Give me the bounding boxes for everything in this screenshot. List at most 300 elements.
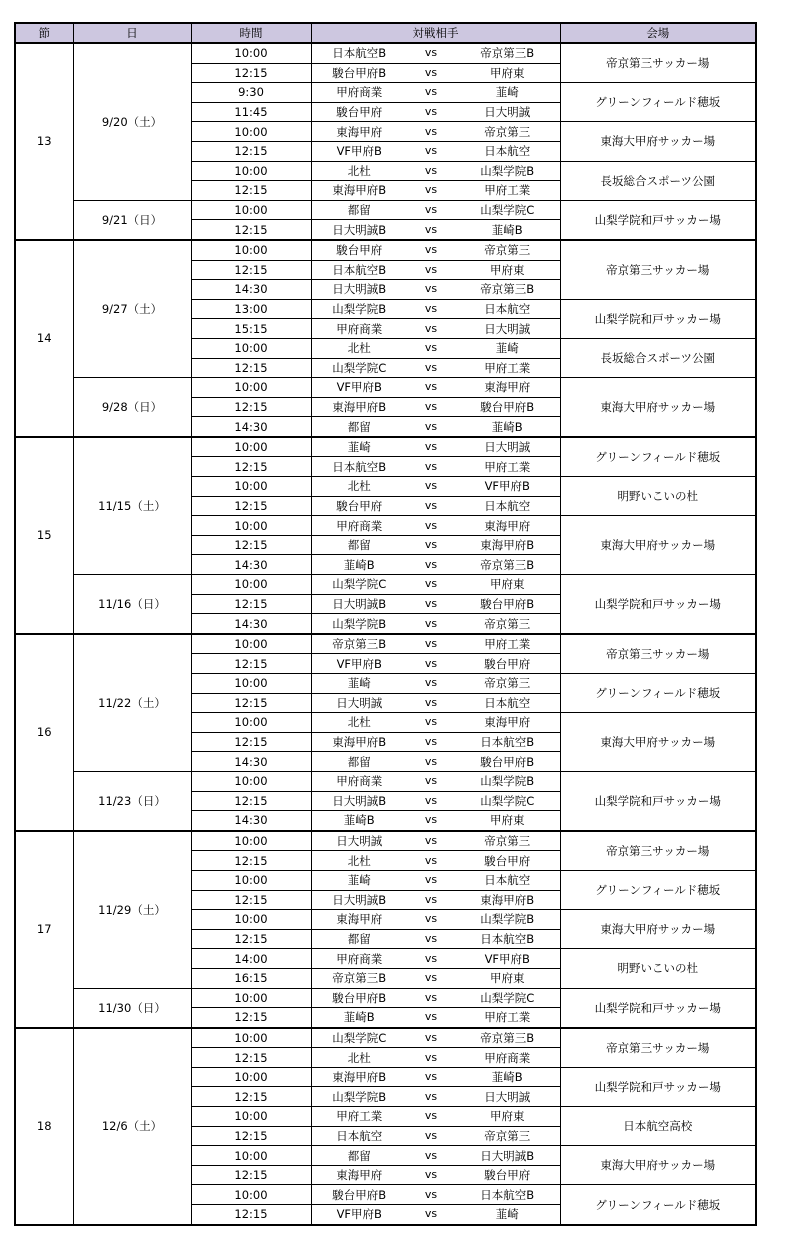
team-away: VF甲府B <box>455 949 560 969</box>
match-date: 11/22（土） <box>73 634 191 772</box>
kickoff-time: 10:00 <box>191 1107 311 1127</box>
venue-name: 東海大甲府サッカー場 <box>560 910 756 949</box>
team-away: 帝京第三B <box>455 280 560 300</box>
team-home: VF甲府B <box>311 141 407 161</box>
team-home: 都留 <box>311 417 407 437</box>
vs-label: vs <box>407 280 455 300</box>
kickoff-time: 10:00 <box>191 988 311 1008</box>
venue-name: グリーンフィールド穂坂 <box>560 674 756 713</box>
round-number: 15 <box>15 437 73 634</box>
team-away: 日大明誠 <box>455 102 560 122</box>
team-home: 韮崎B <box>311 555 407 575</box>
match-date: 11/30（日） <box>73 988 191 1028</box>
schedule-wrapper <box>14 22 757 1226</box>
kickoff-time: 10:00 <box>191 1028 311 1048</box>
kickoff-time: 12:15 <box>191 693 311 713</box>
vs-label: vs <box>407 771 455 791</box>
team-away: 甲府東 <box>455 1107 560 1127</box>
team-home: 北杜 <box>311 851 407 871</box>
kickoff-time: 12:15 <box>191 1126 311 1146</box>
kickoff-time: 10:00 <box>191 378 311 398</box>
vs-label: vs <box>407 457 455 477</box>
kickoff-time: 12:15 <box>191 63 311 83</box>
venue-name: 明野いこいの杜 <box>560 949 756 988</box>
team-home: 東海甲府 <box>311 122 407 142</box>
team-away: 帝京第三B <box>455 43 560 63</box>
kickoff-time: 10:00 <box>191 477 311 497</box>
kickoff-time: 12:15 <box>191 1205 311 1225</box>
team-home: 日本航空B <box>311 43 407 63</box>
vs-label: vs <box>407 378 455 398</box>
kickoff-time: 14:30 <box>191 555 311 575</box>
venue-name: 東海大甲府サッカー場 <box>560 1146 756 1185</box>
kickoff-time: 15:15 <box>191 319 311 339</box>
team-away: 韮崎 <box>455 338 560 358</box>
match-date: 9/28（日） <box>73 378 191 437</box>
team-home: 日大明誠B <box>311 280 407 300</box>
vs-label: vs <box>407 811 455 831</box>
round-number: 17 <box>15 831 73 1028</box>
kickoff-time: 12:15 <box>191 260 311 280</box>
venue-name: 帝京第三サッカー場 <box>560 634 756 674</box>
header-time: 時間 <box>191 23 311 43</box>
team-away: 韮崎B <box>455 417 560 437</box>
round-number: 18 <box>15 1028 73 1225</box>
header-date: 日 <box>73 23 191 43</box>
team-away: 甲府工業 <box>455 358 560 378</box>
vs-label: vs <box>407 634 455 654</box>
venue-name: グリーンフィールド穂坂 <box>560 870 756 909</box>
team-home: VF甲府B <box>311 654 407 674</box>
header-setsu: 節 <box>15 23 73 43</box>
team-away: 山梨学院B <box>455 771 560 791</box>
kickoff-time: 10:00 <box>191 674 311 694</box>
kickoff-time: 10:00 <box>191 516 311 536</box>
vs-label: vs <box>407 1028 455 1048</box>
kickoff-time: 12:15 <box>191 654 311 674</box>
team-home: 山梨学院B <box>311 299 407 319</box>
team-home: 日大明誠B <box>311 220 407 240</box>
team-home: 駿台甲府B <box>311 63 407 83</box>
kickoff-time: 10:00 <box>191 437 311 457</box>
team-away: 韮崎 <box>455 1205 560 1225</box>
vs-label: vs <box>407 713 455 733</box>
kickoff-time: 13:00 <box>191 299 311 319</box>
team-away: 韮崎B <box>455 1067 560 1087</box>
kickoff-time: 12:15 <box>191 535 311 555</box>
kickoff-time: 12:15 <box>191 732 311 752</box>
kickoff-time: 10:00 <box>191 43 311 63</box>
team-home: 日大明誠 <box>311 831 407 851</box>
vs-label: vs <box>407 200 455 220</box>
venue-name: 帝京第三サッカー場 <box>560 1028 756 1068</box>
team-away: 帝京第三 <box>455 240 560 260</box>
vs-label: vs <box>407 1008 455 1028</box>
kickoff-time: 12:15 <box>191 220 311 240</box>
venue-name: 山梨学院和戸サッカー場 <box>560 771 756 830</box>
vs-label: vs <box>407 752 455 772</box>
vs-label: vs <box>407 575 455 595</box>
kickoff-time: 12:15 <box>191 141 311 161</box>
team-home: 北杜 <box>311 713 407 733</box>
team-home: 東海甲府B <box>311 397 407 417</box>
vs-label: vs <box>407 1185 455 1205</box>
team-home: 北杜 <box>311 338 407 358</box>
team-home: 帝京第三B <box>311 634 407 654</box>
match-row <box>15 437 756 457</box>
venue-name: 山梨学院和戸サッカー場 <box>560 575 756 634</box>
match-row <box>15 378 756 398</box>
team-home: 日本航空B <box>311 457 407 477</box>
team-away: 東海甲府 <box>455 516 560 536</box>
kickoff-time: 10:00 <box>191 771 311 791</box>
team-away: 駿台甲府 <box>455 851 560 871</box>
team-home: VF甲府B <box>311 378 407 398</box>
venue-name: 帝京第三サッカー場 <box>560 240 756 299</box>
match-row <box>15 575 756 595</box>
team-away: 帝京第三 <box>455 614 560 634</box>
team-away: 甲府東 <box>455 575 560 595</box>
vs-label: vs <box>407 496 455 516</box>
vs-label: vs <box>407 1067 455 1087</box>
vs-label: vs <box>407 890 455 910</box>
kickoff-time: 10:00 <box>191 161 311 181</box>
team-away: 日本航空B <box>455 929 560 949</box>
round-number: 16 <box>15 634 73 831</box>
kickoff-time: 10:00 <box>191 870 311 890</box>
match-date: 11/16（日） <box>73 575 191 634</box>
team-away: 日本航空 <box>455 496 560 516</box>
venue-name: 日本航空高校 <box>560 1107 756 1146</box>
team-away: 帝京第三 <box>455 1126 560 1146</box>
team-home: 甲府商業 <box>311 771 407 791</box>
team-away: 東海甲府B <box>455 890 560 910</box>
kickoff-time: 14:00 <box>191 949 311 969</box>
team-home: 東海甲府 <box>311 1165 407 1185</box>
team-home: 駿台甲府 <box>311 240 407 260</box>
kickoff-time: 12:15 <box>191 496 311 516</box>
vs-label: vs <box>407 614 455 634</box>
kickoff-time: 10:00 <box>191 122 311 142</box>
team-away: 山梨学院C <box>455 200 560 220</box>
vs-label: vs <box>407 1048 455 1068</box>
venue-name: 帝京第三サッカー場 <box>560 43 756 83</box>
kickoff-time: 12:15 <box>191 890 311 910</box>
team-home: 甲府商業 <box>311 83 407 103</box>
kickoff-time: 14:30 <box>191 752 311 772</box>
team-away: 東海甲府 <box>455 378 560 398</box>
team-away: 甲府工業 <box>455 457 560 477</box>
team-home: 韮崎 <box>311 870 407 890</box>
match-row <box>15 43 756 63</box>
kickoff-time: 10:00 <box>191 1067 311 1087</box>
team-away: 駿台甲府 <box>455 1165 560 1185</box>
team-home: VF甲府B <box>311 1205 407 1225</box>
match-date: 9/20（土） <box>73 43 191 200</box>
team-home: 都留 <box>311 752 407 772</box>
team-away: 日本航空B <box>455 1185 560 1205</box>
team-home: 韮崎B <box>311 811 407 831</box>
vs-label: vs <box>407 791 455 811</box>
team-home: 都留 <box>311 535 407 555</box>
team-home: 北杜 <box>311 1048 407 1068</box>
vs-label: vs <box>407 732 455 752</box>
match-row <box>15 988 756 1008</box>
venue-name: グリーンフィールド穂坂 <box>560 83 756 122</box>
match-date: 9/27（土） <box>73 240 191 378</box>
team-away: 日本航空 <box>455 693 560 713</box>
vs-label: vs <box>407 949 455 969</box>
team-away: 日大明誠 <box>455 319 560 339</box>
kickoff-time: 12:15 <box>191 181 311 201</box>
vs-label: vs <box>407 555 455 575</box>
team-home: 駿台甲府B <box>311 1185 407 1205</box>
match-row <box>15 634 756 654</box>
team-home: 駿台甲府 <box>311 102 407 122</box>
team-away: 山梨学院C <box>455 988 560 1008</box>
venue-name: 長坂総合スポーツ公園 <box>560 161 756 200</box>
team-away: 山梨学院B <box>455 161 560 181</box>
team-away: 帝京第三 <box>455 831 560 851</box>
team-away: 東海甲府B <box>455 535 560 555</box>
team-home: 日大明誠B <box>311 890 407 910</box>
team-away: 帝京第三 <box>455 674 560 694</box>
schedule-body <box>15 43 756 1225</box>
kickoff-time: 12:15 <box>191 1165 311 1185</box>
vs-label: vs <box>407 181 455 201</box>
team-away: 東海甲府 <box>455 713 560 733</box>
team-away: 甲府工業 <box>455 634 560 654</box>
team-away: 日大明誠B <box>455 1146 560 1166</box>
team-home: 山梨学院C <box>311 575 407 595</box>
vs-label: vs <box>407 437 455 457</box>
vs-label: vs <box>407 397 455 417</box>
kickoff-time: 16:15 <box>191 968 311 988</box>
vs-label: vs <box>407 516 455 536</box>
kickoff-time: 10:00 <box>191 338 311 358</box>
vs-label: vs <box>407 477 455 497</box>
team-home: 都留 <box>311 929 407 949</box>
team-home: 都留 <box>311 1146 407 1166</box>
team-home: 駿台甲府 <box>311 496 407 516</box>
kickoff-time: 12:15 <box>191 594 311 614</box>
header-row <box>15 23 756 43</box>
team-away: 甲府工業 <box>455 181 560 201</box>
vs-label: vs <box>407 1107 455 1127</box>
team-home: 日大明誠B <box>311 594 407 614</box>
venue-name: 山梨学院和戸サッカー場 <box>560 988 756 1028</box>
venue-name: 東海大甲府サッカー場 <box>560 378 756 437</box>
vs-label: vs <box>407 260 455 280</box>
team-home: 山梨学院B <box>311 614 407 634</box>
vs-label: vs <box>407 141 455 161</box>
team-home: 東海甲府B <box>311 181 407 201</box>
team-home: 甲府商業 <box>311 949 407 969</box>
team-home: 日大明誠B <box>311 791 407 811</box>
vs-label: vs <box>407 161 455 181</box>
team-away: 甲府商業 <box>455 1048 560 1068</box>
round-number: 13 <box>15 43 73 240</box>
vs-label: vs <box>407 988 455 1008</box>
vs-label: vs <box>407 122 455 142</box>
vs-label: vs <box>407 535 455 555</box>
team-away: VF甲府B <box>455 477 560 497</box>
team-away: 日大明誠 <box>455 1087 560 1107</box>
kickoff-time: 14:30 <box>191 614 311 634</box>
vs-label: vs <box>407 870 455 890</box>
team-away: 韮崎B <box>455 220 560 240</box>
kickoff-time: 12:15 <box>191 791 311 811</box>
venue-name: グリーンフィールド穂坂 <box>560 1185 756 1225</box>
match-date: 11/29（土） <box>73 831 191 988</box>
team-away: 帝京第三B <box>455 1028 560 1048</box>
team-away: 日本航空 <box>455 870 560 890</box>
vs-label: vs <box>407 1146 455 1166</box>
team-home: 山梨学院B <box>311 1087 407 1107</box>
team-home: 都留 <box>311 200 407 220</box>
kickoff-time: 10:00 <box>191 1146 311 1166</box>
team-away: 日本航空 <box>455 141 560 161</box>
header-venue: 会場 <box>560 23 756 43</box>
match-date: 11/23（日） <box>73 771 191 830</box>
round-number: 14 <box>15 240 73 437</box>
venue-name: グリーンフィールド穂坂 <box>560 437 756 477</box>
vs-label: vs <box>407 1165 455 1185</box>
vs-label: vs <box>407 674 455 694</box>
venue-name: 明野いこいの杜 <box>560 477 756 516</box>
kickoff-time: 9:30 <box>191 83 311 103</box>
vs-label: vs <box>407 851 455 871</box>
kickoff-time: 10:00 <box>191 240 311 260</box>
team-away: 日本航空B <box>455 732 560 752</box>
kickoff-time: 11:45 <box>191 102 311 122</box>
team-home: 東海甲府B <box>311 1067 407 1087</box>
team-home: 山梨学院C <box>311 358 407 378</box>
vs-label: vs <box>407 1126 455 1146</box>
kickoff-time: 12:15 <box>191 1048 311 1068</box>
vs-label: vs <box>407 299 455 319</box>
venue-name: 東海大甲府サッカー場 <box>560 516 756 575</box>
venue-name: 東海大甲府サッカー場 <box>560 122 756 161</box>
team-away: 駿台甲府B <box>455 397 560 417</box>
team-home: 山梨学院C <box>311 1028 407 1048</box>
kickoff-time: 10:00 <box>191 1185 311 1205</box>
vs-label: vs <box>407 43 455 63</box>
vs-label: vs <box>407 240 455 260</box>
match-row <box>15 771 756 791</box>
vs-label: vs <box>407 319 455 339</box>
vs-label: vs <box>407 594 455 614</box>
vs-label: vs <box>407 1205 455 1225</box>
team-away: 山梨学院B <box>455 910 560 930</box>
team-away: 甲府東 <box>455 811 560 831</box>
kickoff-time: 10:00 <box>191 575 311 595</box>
header-opponents: 対戦相手 <box>311 23 560 43</box>
team-home: 北杜 <box>311 477 407 497</box>
team-home: 日本航空B <box>311 260 407 280</box>
match-row <box>15 831 756 851</box>
team-away: 駿台甲府B <box>455 594 560 614</box>
team-away: 駿台甲府 <box>455 654 560 674</box>
vs-label: vs <box>407 654 455 674</box>
match-date: 12/6（土） <box>73 1028 191 1225</box>
team-home: 日本航空 <box>311 1126 407 1146</box>
team-away: 甲府東 <box>455 260 560 280</box>
team-away: 帝京第三 <box>455 122 560 142</box>
venue-name: 山梨学院和戸サッカー場 <box>560 200 756 240</box>
kickoff-time: 10:00 <box>191 831 311 851</box>
kickoff-time: 10:00 <box>191 910 311 930</box>
match-row <box>15 240 756 260</box>
vs-label: vs <box>407 338 455 358</box>
team-home: 韮崎 <box>311 437 407 457</box>
kickoff-time: 12:15 <box>191 397 311 417</box>
kickoff-time: 14:30 <box>191 280 311 300</box>
kickoff-time: 12:15 <box>191 851 311 871</box>
vs-label: vs <box>407 693 455 713</box>
team-home: 日大明誠 <box>311 693 407 713</box>
kickoff-time: 12:15 <box>191 457 311 477</box>
team-home: 駿台甲府B <box>311 988 407 1008</box>
team-away: 山梨学院C <box>455 791 560 811</box>
team-home: 甲府工業 <box>311 1107 407 1127</box>
kickoff-time: 10:00 <box>191 634 311 654</box>
team-home: 北杜 <box>311 161 407 181</box>
team-home: 甲府商業 <box>311 319 407 339</box>
kickoff-time: 12:15 <box>191 358 311 378</box>
venue-name: 山梨学院和戸サッカー場 <box>560 299 756 338</box>
match-schedule-table <box>14 22 757 1226</box>
venue-name: 東海大甲府サッカー場 <box>560 713 756 772</box>
match-date: 11/15（土） <box>73 437 191 575</box>
match-date: 9/21（日） <box>73 200 191 240</box>
team-away: 日大明誠 <box>455 437 560 457</box>
vs-label: vs <box>407 1087 455 1107</box>
team-away: 甲府工業 <box>455 1008 560 1028</box>
vs-label: vs <box>407 929 455 949</box>
vs-label: vs <box>407 910 455 930</box>
team-home: 帝京第三B <box>311 968 407 988</box>
team-away: 日本航空 <box>455 299 560 319</box>
kickoff-time: 12:15 <box>191 929 311 949</box>
team-away: 駿台甲府B <box>455 752 560 772</box>
venue-name: 山梨学院和戸サッカー場 <box>560 1067 756 1106</box>
kickoff-time: 14:30 <box>191 811 311 831</box>
kickoff-time: 10:00 <box>191 200 311 220</box>
match-row <box>15 200 756 220</box>
team-home: 韮崎 <box>311 674 407 694</box>
vs-label: vs <box>407 102 455 122</box>
venue-name: 長坂総合スポーツ公園 <box>560 338 756 377</box>
vs-label: vs <box>407 831 455 851</box>
venue-name: 帝京第三サッカー場 <box>560 831 756 871</box>
vs-label: vs <box>407 358 455 378</box>
team-home: 東海甲府B <box>311 732 407 752</box>
vs-label: vs <box>407 220 455 240</box>
kickoff-time: 12:15 <box>191 1008 311 1028</box>
kickoff-time: 14:30 <box>191 417 311 437</box>
kickoff-time: 12:15 <box>191 1087 311 1107</box>
team-home: 韮崎B <box>311 1008 407 1028</box>
team-away: 韮崎 <box>455 83 560 103</box>
vs-label: vs <box>407 417 455 437</box>
vs-label: vs <box>407 968 455 988</box>
team-home: 東海甲府 <box>311 910 407 930</box>
team-away: 甲府東 <box>455 63 560 83</box>
team-home: 甲府商業 <box>311 516 407 536</box>
kickoff-time: 10:00 <box>191 713 311 733</box>
match-row <box>15 1028 756 1048</box>
